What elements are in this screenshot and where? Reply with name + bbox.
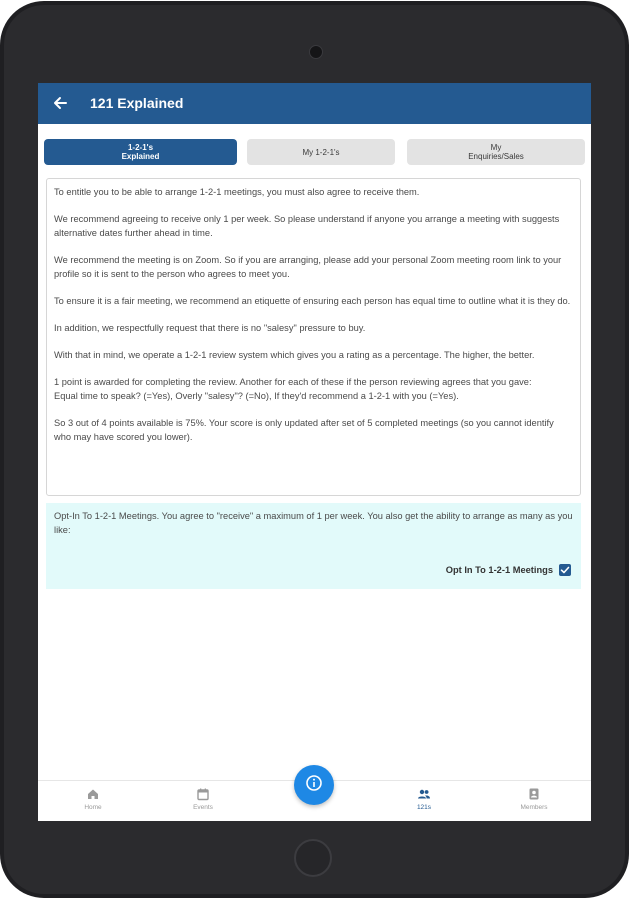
nav-home[interactable]: [63, 787, 123, 811]
tab-my-enquiries-sales[interactable]: [407, 139, 585, 165]
info-icon: [305, 774, 323, 797]
tab-my-121s[interactable]: [247, 139, 395, 165]
paragraph: With that in mind, we operate a 1-2-1 review system which gives you a rating as a percentage. The higher, the better.: [54, 350, 535, 360]
member-badge-icon: [527, 787, 541, 801]
calendar-icon: [196, 787, 210, 801]
paragraph: Equal time to speak? (=Yes), Overly "salesy"? (=No), If they'd recommend a 1-2-1 with you (=Yes).: [54, 391, 459, 401]
nav-121s[interactable]: [394, 787, 454, 811]
camera-icon: [309, 45, 323, 59]
paragraph: To entitle you to be able to arrange 1-2-1 meetings, you must also agree to receive them.: [54, 187, 420, 197]
tab-label-line2: Explained: [121, 152, 160, 161]
paragraph: We recommend the meeting is on Zoom. So if you are arranging, please add your personal Zoom meeting room link to your profile so it is sent to the person who agrees to meet you.: [54, 255, 562, 279]
tab-121s-explained[interactable]: [44, 139, 237, 165]
optin-label: Opt In To 1-2-1 Meetings: [445, 565, 553, 575]
paragraph: In addition, we respectfully request that there is no "salesy" pressure to buy.: [54, 323, 366, 333]
tab-bar: [38, 139, 591, 165]
info-fab-button[interactable]: [294, 765, 334, 805]
app-screen: [38, 83, 591, 821]
tab-label-line2: Enquiries/Sales: [468, 152, 524, 161]
tab-label-line1: My: [490, 143, 502, 152]
optin-checkbox[interactable]: [559, 564, 571, 576]
paragraph: To ensure it is a fair meeting, we recommend an etiquette of ensuring each person has equal time to outline what it is they do.: [54, 296, 571, 306]
app-bar: [38, 83, 591, 124]
tab-label-line1: My 1-2-1's: [302, 147, 340, 157]
people-icon: [417, 787, 431, 801]
home-hardware-button[interactable]: [294, 839, 332, 877]
arrow-left-icon[interactable]: [50, 93, 70, 113]
optin-row[interactable]: [446, 563, 571, 577]
paragraph: We recommend agreeing to receive only 1 per week. So please understand if anyone you arrange a meeting with suggests alternative dates further ahead in time.: [54, 214, 560, 238]
nav-label: 121s: [416, 804, 432, 811]
paragraph: So 3 out of 4 points available is 75%. Your score is only updated after set of 5 completed meetings (so you cannot identify who may have scored you lower).: [54, 418, 554, 442]
nav-events[interactable]: [173, 787, 233, 811]
optin-description: Opt-In To 1-2-1 Meetings. You agree to "receive" a maximum of 1 per week. You also get the ability to arrange as many as you like:: [54, 511, 573, 535]
tab-label-line1: 1-2-1's: [127, 143, 154, 152]
paragraph: 1 point is awarded for completing the review. Another for each of these if the person reviewing agrees that you gave:: [54, 377, 532, 387]
nav-label: Members: [520, 804, 548, 811]
nav-label: Home: [84, 804, 102, 811]
explanation-scroll-box[interactable]: [46, 178, 581, 496]
tablet-frame: [0, 1, 629, 898]
optin-panel: [46, 503, 581, 589]
page-title: 121 Explained: [90, 95, 184, 111]
nav-label: Events: [193, 804, 213, 811]
home-icon: [86, 787, 100, 801]
nav-members[interactable]: [504, 787, 564, 811]
